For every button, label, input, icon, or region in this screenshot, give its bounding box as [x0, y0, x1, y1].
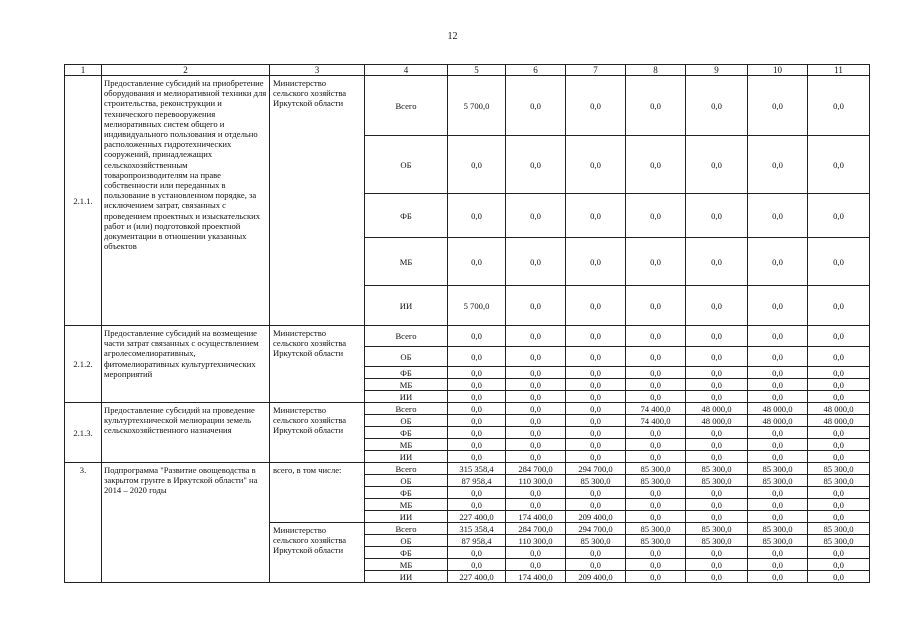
funding-source: Всего	[365, 76, 448, 136]
column-number: 11	[808, 65, 870, 76]
value-cell: 87 958,4	[448, 535, 506, 547]
value-cell: 48 000,0	[808, 403, 870, 415]
value-cell: 0,0	[448, 439, 506, 451]
value-cell: 0,0	[686, 238, 748, 286]
value-cell: 0,0	[506, 136, 566, 194]
funding-source: Всего	[365, 403, 448, 415]
value-cell: 85 300,0	[748, 475, 808, 487]
value-cell: 85 300,0	[748, 463, 808, 475]
value-cell: 0,0	[448, 415, 506, 427]
value-cell: 0,0	[686, 136, 748, 194]
value-cell: 0,0	[808, 238, 870, 286]
value-cell: 0,0	[626, 286, 686, 326]
value-cell: 284 700,0	[506, 463, 566, 475]
value-cell: 0,0	[448, 403, 506, 415]
value-cell: 0,0	[808, 286, 870, 326]
value-cell: 209 400,0	[566, 511, 626, 523]
value-cell: 85 300,0	[566, 475, 626, 487]
column-number: 6	[506, 65, 566, 76]
value-cell: 48 000,0	[748, 403, 808, 415]
column-number: 1	[65, 65, 102, 76]
value-cell: 0,0	[686, 439, 748, 451]
value-cell: 0,0	[566, 347, 626, 367]
value-cell: 0,0	[448, 451, 506, 463]
value-cell: 0,0	[686, 286, 748, 326]
funding-source: ОБ	[365, 415, 448, 427]
value-cell: 0,0	[448, 347, 506, 367]
value-cell: 0,0	[748, 136, 808, 194]
value-cell: 0,0	[686, 76, 748, 136]
column-number: 7	[566, 65, 626, 76]
column-number: 8	[626, 65, 686, 76]
table-row	[65, 463, 870, 475]
funding-source: ИИ	[365, 451, 448, 463]
value-cell: 85 300,0	[686, 475, 748, 487]
value-cell: 0,0	[566, 194, 626, 238]
value-cell: 85 300,0	[748, 523, 808, 535]
value-cell: 87 958,4	[448, 475, 506, 487]
value-cell: 0,0	[808, 559, 870, 571]
item-number: 2.1.1.	[65, 76, 102, 326]
value-cell: 0,0	[506, 487, 566, 499]
value-cell: 0,0	[748, 347, 808, 367]
value-cell: 0,0	[808, 487, 870, 499]
value-cell: 0,0	[566, 499, 626, 511]
value-cell: 85 300,0	[626, 523, 686, 535]
funding-source: ФБ	[365, 427, 448, 439]
value-cell: 0,0	[686, 194, 748, 238]
value-cell: 174 400,0	[506, 511, 566, 523]
value-cell: 0,0	[626, 571, 686, 583]
value-cell: 0,0	[506, 367, 566, 379]
value-cell: 0,0	[506, 451, 566, 463]
value-cell: 0,0	[566, 367, 626, 379]
table-row	[65, 403, 870, 415]
value-cell: 85 300,0	[686, 523, 748, 535]
item-number: 2.1.3.	[65, 403, 102, 463]
value-cell: 0,0	[448, 367, 506, 379]
value-cell: 0,0	[808, 391, 870, 403]
value-cell: 85 300,0	[808, 535, 870, 547]
program-financing-table	[64, 64, 870, 583]
funding-source: ИИ	[365, 571, 448, 583]
column-number: 4	[365, 65, 448, 76]
value-cell: 0,0	[626, 511, 686, 523]
value-cell: 0,0	[506, 403, 566, 415]
value-cell: 0,0	[448, 238, 506, 286]
value-cell: 0,0	[748, 238, 808, 286]
value-cell: 85 300,0	[566, 535, 626, 547]
value-cell: 0,0	[748, 194, 808, 238]
value-cell: 0,0	[808, 547, 870, 559]
value-cell: 0,0	[506, 559, 566, 571]
value-cell: 0,0	[748, 559, 808, 571]
value-cell: 0,0	[626, 487, 686, 499]
value-cell: 110 300,0	[506, 535, 566, 547]
value-cell: 0,0	[748, 547, 808, 559]
funding-source: ИИ	[365, 511, 448, 523]
value-cell: 85 300,0	[626, 475, 686, 487]
value-cell: 85 300,0	[808, 523, 870, 535]
value-cell: 74 400,0	[626, 415, 686, 427]
value-cell: 0,0	[566, 547, 626, 559]
value-cell: 0,0	[566, 427, 626, 439]
value-cell: 0,0	[626, 451, 686, 463]
value-cell: 0,0	[748, 451, 808, 463]
value-cell: 0,0	[808, 347, 870, 367]
value-cell: 0,0	[686, 547, 748, 559]
value-cell: 0,0	[748, 76, 808, 136]
value-cell: 0,0	[626, 499, 686, 511]
value-cell: 85 300,0	[686, 535, 748, 547]
funding-source: МБ	[365, 499, 448, 511]
value-cell: 0,0	[808, 511, 870, 523]
value-cell: 0,0	[626, 547, 686, 559]
value-cell: 5 700,0	[448, 76, 506, 136]
value-cell: 0,0	[626, 136, 686, 194]
value-cell: 0,0	[626, 347, 686, 367]
value-cell: 0,0	[566, 136, 626, 194]
value-cell: 85 300,0	[626, 463, 686, 475]
value-cell: 48 000,0	[686, 403, 748, 415]
value-cell: 0,0	[506, 499, 566, 511]
column-number: 9	[686, 65, 748, 76]
value-cell: 0,0	[626, 76, 686, 136]
value-cell: 0,0	[808, 76, 870, 136]
funding-source: ОБ	[365, 347, 448, 367]
item-description: Подпрограмма "Развитие овощеводства в закрытом грунте в Иркутской области" на 2014 – 2020 годы	[102, 463, 270, 583]
value-cell: 0,0	[808, 439, 870, 451]
value-cell: 0,0	[808, 427, 870, 439]
funding-source: ОБ	[365, 136, 448, 194]
value-cell: 0,0	[748, 427, 808, 439]
column-number-row	[65, 65, 870, 76]
value-cell: 284 700,0	[506, 523, 566, 535]
value-cell: 0,0	[626, 326, 686, 347]
value-cell: 0,0	[506, 439, 566, 451]
funding-source: ИИ	[365, 391, 448, 403]
value-cell: 110 300,0	[506, 475, 566, 487]
item-number: 2.1.2.	[65, 326, 102, 403]
value-cell: 0,0	[448, 499, 506, 511]
funding-source: МБ	[365, 439, 448, 451]
value-cell: 0,0	[808, 194, 870, 238]
value-cell: 0,0	[448, 487, 506, 499]
value-cell: 315 358,4	[448, 523, 506, 535]
value-cell: 294 700,0	[566, 463, 626, 475]
value-cell: 0,0	[506, 194, 566, 238]
value-cell: 0,0	[566, 559, 626, 571]
value-cell: 0,0	[808, 499, 870, 511]
value-cell: 0,0	[686, 391, 748, 403]
value-cell: 0,0	[626, 238, 686, 286]
funding-source: Всего	[365, 326, 448, 347]
value-cell: 0,0	[626, 559, 686, 571]
value-cell: 0,0	[566, 451, 626, 463]
item-description: Предоставление субсидий на возмещение части затрат связанных с осуществлением агролесомелиоративных, фитомелиоративных культуртехнических мероприятий	[102, 326, 270, 403]
value-cell: 0,0	[808, 326, 870, 347]
value-cell: 0,0	[566, 238, 626, 286]
value-cell: 85 300,0	[748, 535, 808, 547]
value-cell: 0,0	[748, 511, 808, 523]
column-number: 10	[748, 65, 808, 76]
value-cell: 0,0	[686, 326, 748, 347]
value-cell: 0,0	[808, 367, 870, 379]
responsible-org: Министерство сельского хозяйства Иркутской области	[270, 403, 365, 463]
value-cell: 0,0	[448, 559, 506, 571]
value-cell: 0,0	[748, 571, 808, 583]
value-cell: 209 400,0	[566, 571, 626, 583]
value-cell: 48 000,0	[808, 415, 870, 427]
funding-source: МБ	[365, 379, 448, 391]
value-cell: 0,0	[748, 439, 808, 451]
value-cell: 0,0	[448, 326, 506, 347]
funding-source: ОБ	[365, 535, 448, 547]
funding-source: ФБ	[365, 194, 448, 238]
value-cell: 0,0	[748, 379, 808, 391]
value-cell: 0,0	[626, 367, 686, 379]
value-cell: 0,0	[448, 136, 506, 194]
value-cell: 0,0	[506, 76, 566, 136]
value-cell: 0,0	[808, 451, 870, 463]
value-cell: 0,0	[566, 415, 626, 427]
value-cell: 0,0	[686, 499, 748, 511]
value-cell: 0,0	[626, 391, 686, 403]
responsible-org: всего, в том числе:	[270, 463, 365, 523]
value-cell: 74 400,0	[626, 403, 686, 415]
value-cell: 0,0	[686, 427, 748, 439]
page-number: 12	[447, 31, 458, 42]
value-cell: 0,0	[506, 347, 566, 367]
value-cell: 227 400,0	[448, 511, 506, 523]
funding-source: Всего	[365, 523, 448, 535]
value-cell: 0,0	[686, 559, 748, 571]
value-cell: 0,0	[686, 379, 748, 391]
value-cell: 48 000,0	[686, 415, 748, 427]
value-cell: 0,0	[566, 379, 626, 391]
funding-source: МБ	[365, 238, 448, 286]
value-cell: 0,0	[808, 136, 870, 194]
value-cell: 0,0	[506, 326, 566, 347]
value-cell: 0,0	[748, 499, 808, 511]
value-cell: 0,0	[748, 326, 808, 347]
value-cell: 85 300,0	[626, 535, 686, 547]
value-cell: 0,0	[506, 286, 566, 326]
value-cell: 0,0	[448, 194, 506, 238]
value-cell: 294 700,0	[566, 523, 626, 535]
value-cell: 0,0	[686, 451, 748, 463]
value-cell: 0,0	[626, 427, 686, 439]
value-cell: 315 358,4	[448, 463, 506, 475]
value-cell: 0,0	[626, 439, 686, 451]
funding-source: МБ	[365, 559, 448, 571]
value-cell: 0,0	[566, 487, 626, 499]
funding-source: ФБ	[365, 367, 448, 379]
value-cell: 0,0	[506, 415, 566, 427]
value-cell: 0,0	[626, 194, 686, 238]
value-cell: 0,0	[686, 367, 748, 379]
value-cell: 0,0	[566, 326, 626, 347]
value-cell: 85 300,0	[686, 463, 748, 475]
value-cell: 0,0	[506, 238, 566, 286]
value-cell: 0,0	[748, 487, 808, 499]
responsible-org: Министерство сельского хозяйства Иркутской области	[270, 76, 365, 326]
value-cell: 0,0	[448, 547, 506, 559]
value-cell: 0,0	[566, 76, 626, 136]
column-number: 2	[102, 65, 270, 76]
funding-source: ОБ	[365, 475, 448, 487]
table-row	[65, 326, 870, 347]
value-cell: 0,0	[748, 391, 808, 403]
responsible-org: Министерство сельского хозяйства Иркутской области	[270, 326, 365, 403]
value-cell: 174 400,0	[506, 571, 566, 583]
value-cell: 0,0	[748, 367, 808, 379]
value-cell: 5 700,0	[448, 286, 506, 326]
value-cell: 0,0	[808, 379, 870, 391]
value-cell: 227 400,0	[448, 571, 506, 583]
value-cell: 0,0	[566, 439, 626, 451]
value-cell: 0,0	[686, 511, 748, 523]
value-cell: 0,0	[686, 347, 748, 367]
value-cell: 0,0	[448, 427, 506, 439]
value-cell: 0,0	[686, 571, 748, 583]
value-cell: 0,0	[626, 379, 686, 391]
value-cell: 0,0	[506, 547, 566, 559]
value-cell: 0,0	[566, 391, 626, 403]
table-row	[65, 76, 870, 136]
item-number: 3.	[65, 463, 102, 583]
item-description: Предоставление субсидий на проведение культуртехнической мелиорации земель сельскохозяйственного назначения	[102, 403, 270, 463]
item-description: Предоставление субсидий на приобретение оборудования и мелиоративной техники для строительства, реконструкции и технического перевооружения мелиоративных систем общего и индивидуального пользования и отдельно расположенных гидротехнических сооружений, принадлежащих сельскохозяйственным товаропроизводителям на праве собственности или переданных в пользование в установленном порядке, за исключением затрат, связанных с проведением проектных и изыскательских работ и (или) подготовкой проектной документации в отношении указанных объектов	[102, 76, 270, 326]
value-cell: 0,0	[448, 391, 506, 403]
value-cell: 48 000,0	[748, 415, 808, 427]
value-cell: 0,0	[748, 286, 808, 326]
value-cell: 0,0	[506, 379, 566, 391]
value-cell: 0,0	[506, 391, 566, 403]
value-cell: 0,0	[448, 379, 506, 391]
value-cell: 0,0	[808, 571, 870, 583]
column-number: 3	[270, 65, 365, 76]
value-cell: 0,0	[506, 427, 566, 439]
value-cell: 0,0	[566, 403, 626, 415]
value-cell: 85 300,0	[808, 463, 870, 475]
funding-source: ИИ	[365, 286, 448, 326]
funding-source: Всего	[365, 463, 448, 475]
funding-source: ФБ	[365, 547, 448, 559]
value-cell: 0,0	[566, 286, 626, 326]
value-cell: 85 300,0	[808, 475, 870, 487]
responsible-org: Министерство сельского хозяйства Иркутской области	[270, 523, 365, 583]
value-cell: 0,0	[686, 487, 748, 499]
column-number: 5	[448, 65, 506, 76]
funding-source: ФБ	[365, 487, 448, 499]
